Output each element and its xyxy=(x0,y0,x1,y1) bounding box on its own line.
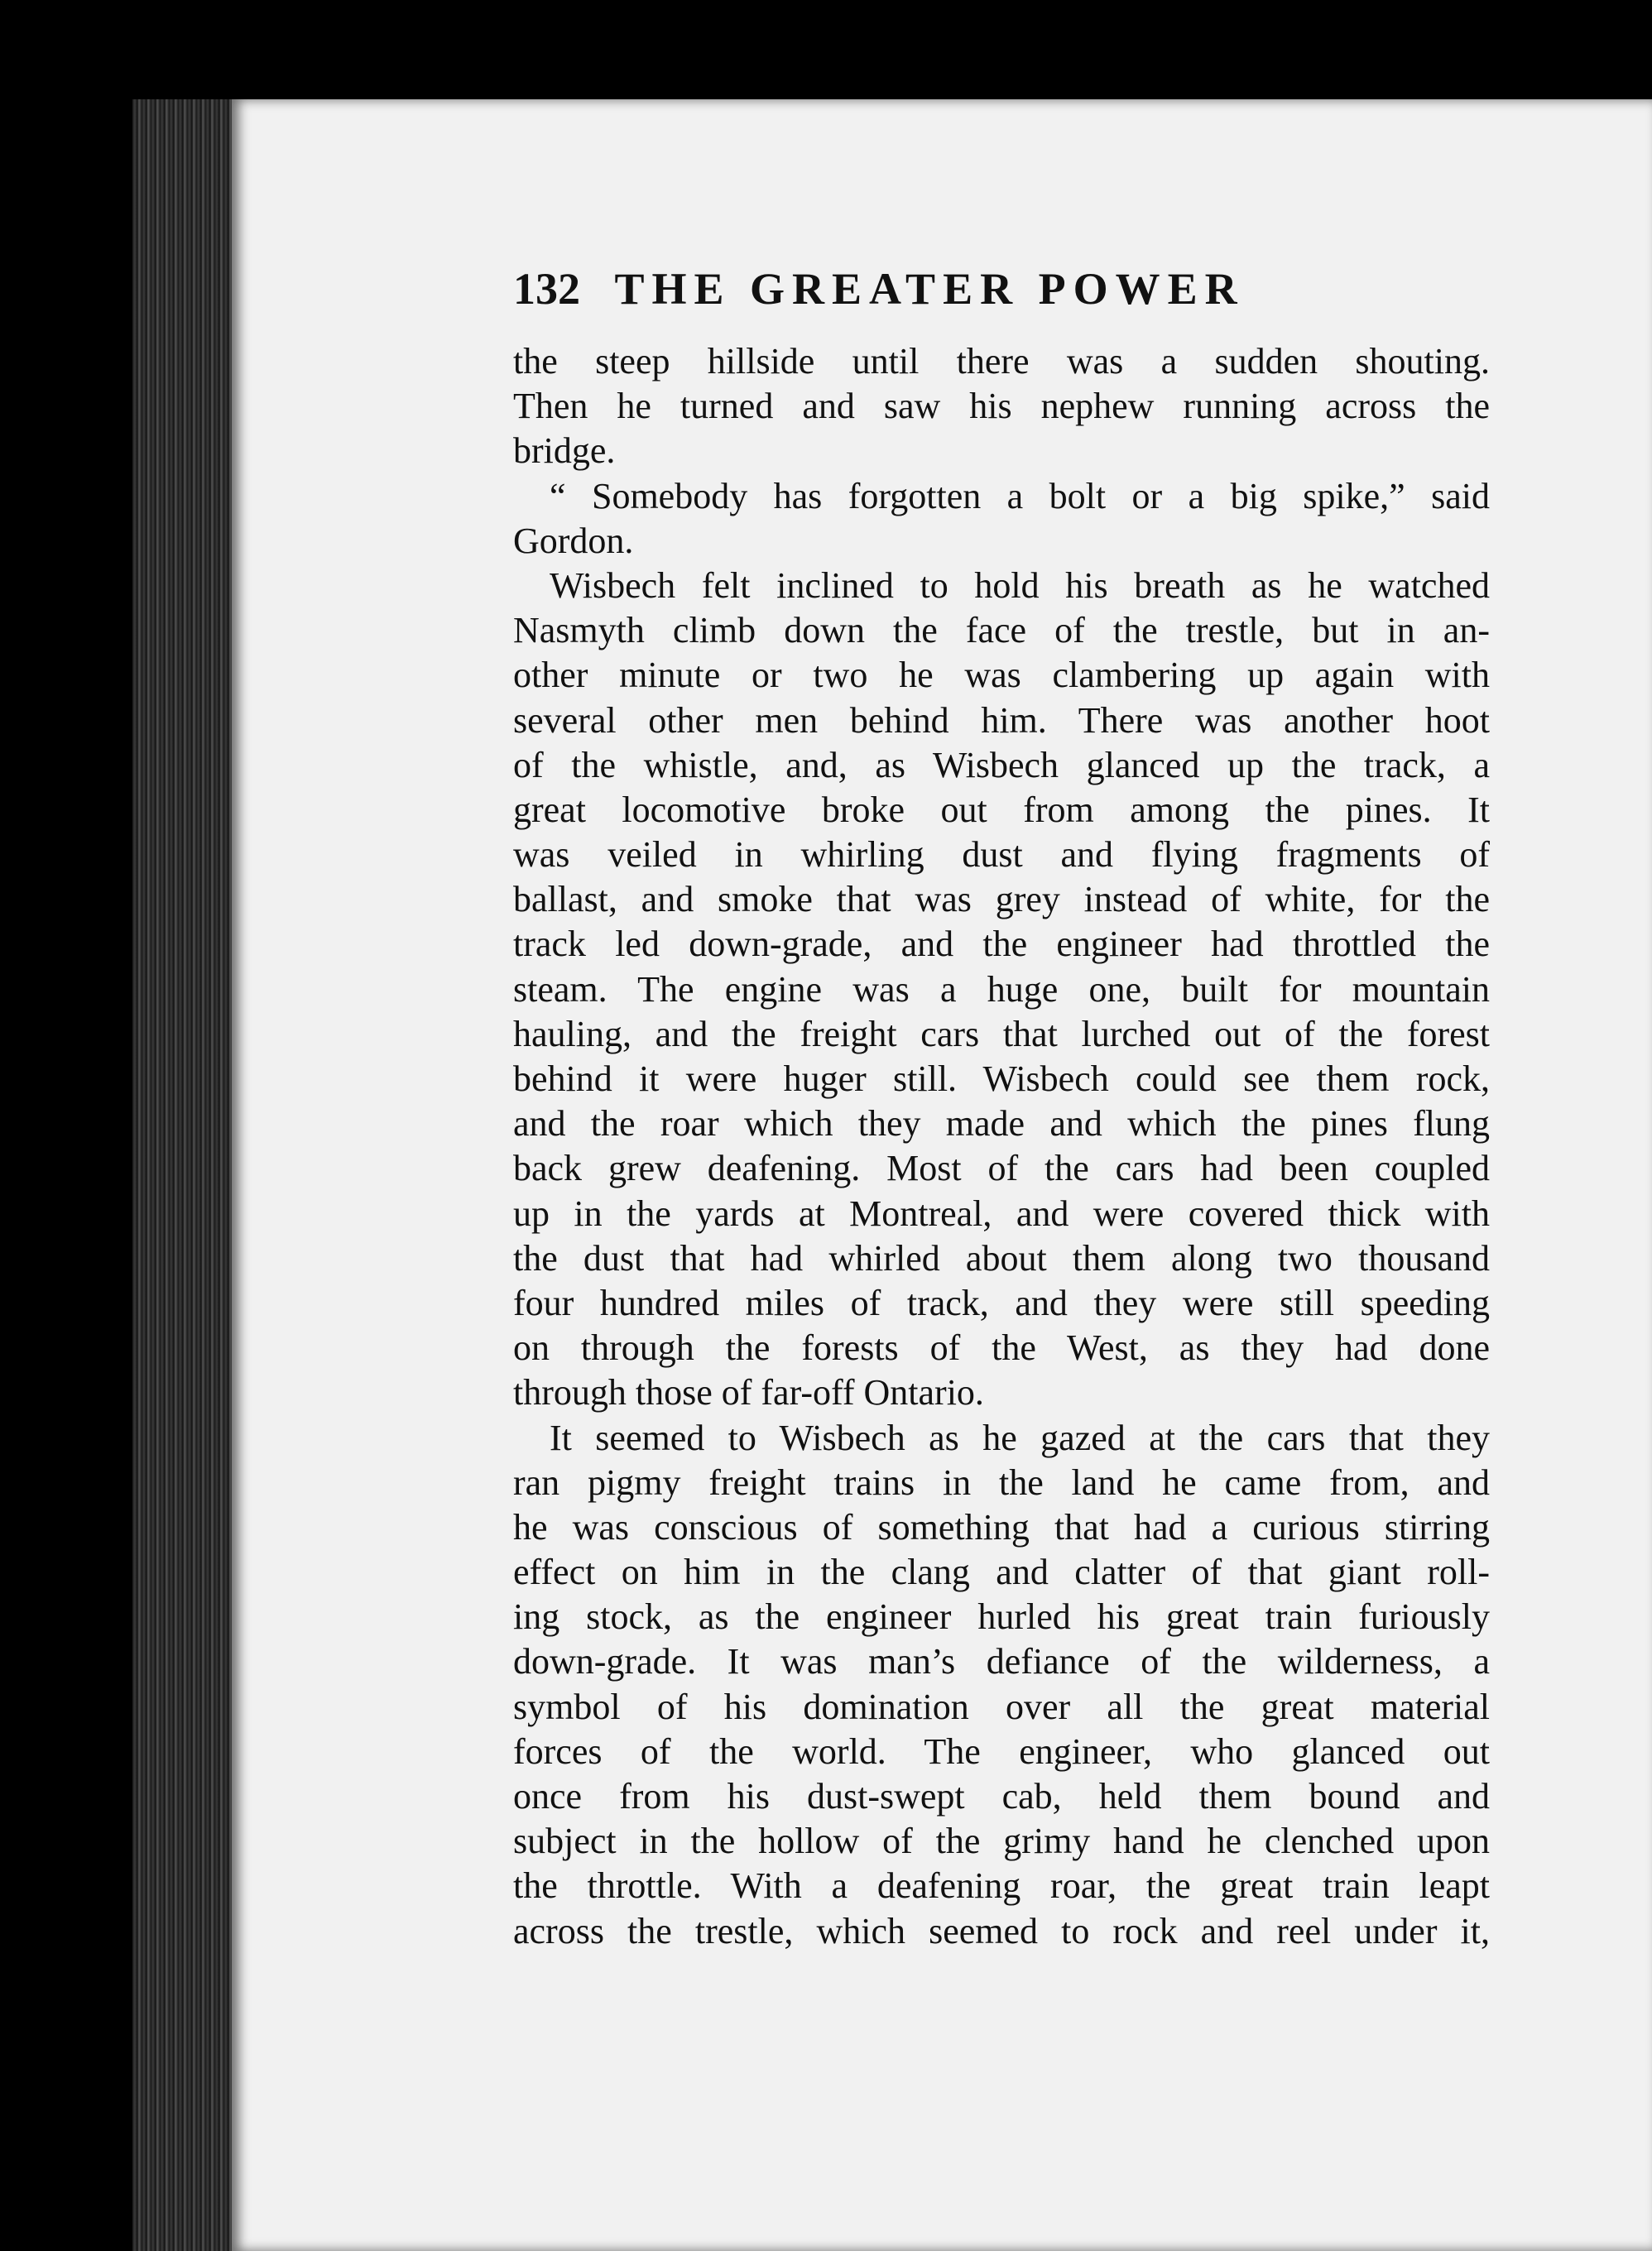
text-line: ran pigmy freight trains in the land he came from, and xyxy=(513,1461,1490,1503)
text-line: and the roar which they made and which the pines flung xyxy=(513,1103,1490,1145)
running-title: THE GREATER POWER xyxy=(614,264,1245,314)
text-line: the steep hillside until there was a sudden shouting. xyxy=(513,341,1490,382)
body-text xyxy=(513,339,1490,1954)
text-line: symbol of his domination over all the great material xyxy=(513,1686,1490,1727)
text-line: effect on him in the clang and clatter of that giant roll- xyxy=(513,1552,1490,1593)
text-line: up in the yards at Montreal, and were covered thick with xyxy=(513,1193,1490,1234)
text-line: through those of far-off Ontario. xyxy=(513,1372,984,1413)
text-line: ballast, and smoke that was grey instead of white, for the xyxy=(513,879,1490,920)
page-header xyxy=(513,263,1349,314)
text-line: subject in the hollow of the grimy hand he clenched upon xyxy=(513,1821,1490,1862)
text-line: forces of the world. The engineer, who glanced out xyxy=(513,1730,1490,1772)
text-line: the dust that had whirled about them along two thousand xyxy=(513,1237,1490,1279)
text-line: four hundred miles of track, and they were still speeding xyxy=(513,1282,1490,1323)
text-line: behind it were huger still. Wisbech could see them rock, xyxy=(513,1058,1490,1099)
text-line: hauling, and the freight cars that lurched out of the forest xyxy=(513,1013,1490,1054)
text-line: Nasmyth climb down the face of the trestle, but in an- xyxy=(513,610,1490,651)
text-line: Then he turned and saw his nephew running across the xyxy=(513,386,1490,427)
text-line: of the whistle, and, as Wisbech glanced up the track, a xyxy=(513,744,1490,785)
text-line: Gordon. xyxy=(513,520,634,561)
text-line: It seemed to Wisbech as he gazed at the cars that they xyxy=(550,1417,1490,1458)
text-line: he was conscious of something that had a curious stirring xyxy=(513,1506,1490,1548)
text-line: steam. The engine was a huge one, built for mountain xyxy=(513,968,1490,1010)
page-number: 132 xyxy=(513,264,580,314)
text-line: on through the forests of the West, as they had done xyxy=(513,1327,1490,1369)
text-line: bridge. xyxy=(513,430,616,472)
text-line: the throttle. With a deafening roar, the great train leapt xyxy=(513,1865,1490,1907)
text-line: across the trestle, which seemed to rock and reel under it, xyxy=(513,1910,1490,1951)
text-line: track led down-grade, and the engineer had throttled the xyxy=(513,924,1490,965)
text-line: was veiled in whirling dust and flying fragments of xyxy=(513,834,1490,876)
text-line: great locomotive broke out from among the pines. It xyxy=(513,789,1490,830)
text-line: Wisbech felt inclined to hold his breath as he watched xyxy=(550,564,1490,606)
book-page-edges xyxy=(132,99,240,2251)
text-line: ing stock, as the engineer hurled his great train furiously xyxy=(513,1596,1490,1638)
text-line: “ Somebody has forgotten a bolt or a big spike,” said xyxy=(550,475,1490,516)
text-line: once from his dust-swept cab, held them bound and xyxy=(513,1776,1490,1817)
text-line: other minute or two he was clambering up again with xyxy=(513,655,1490,696)
text-line: down-grade. It was man’s defiance of the wilderness, a xyxy=(513,1641,1490,1682)
text-line: several other men behind him. There was another hoot xyxy=(513,699,1490,741)
text-line: back grew deafening. Most of the cars had been coupled xyxy=(513,1148,1490,1189)
